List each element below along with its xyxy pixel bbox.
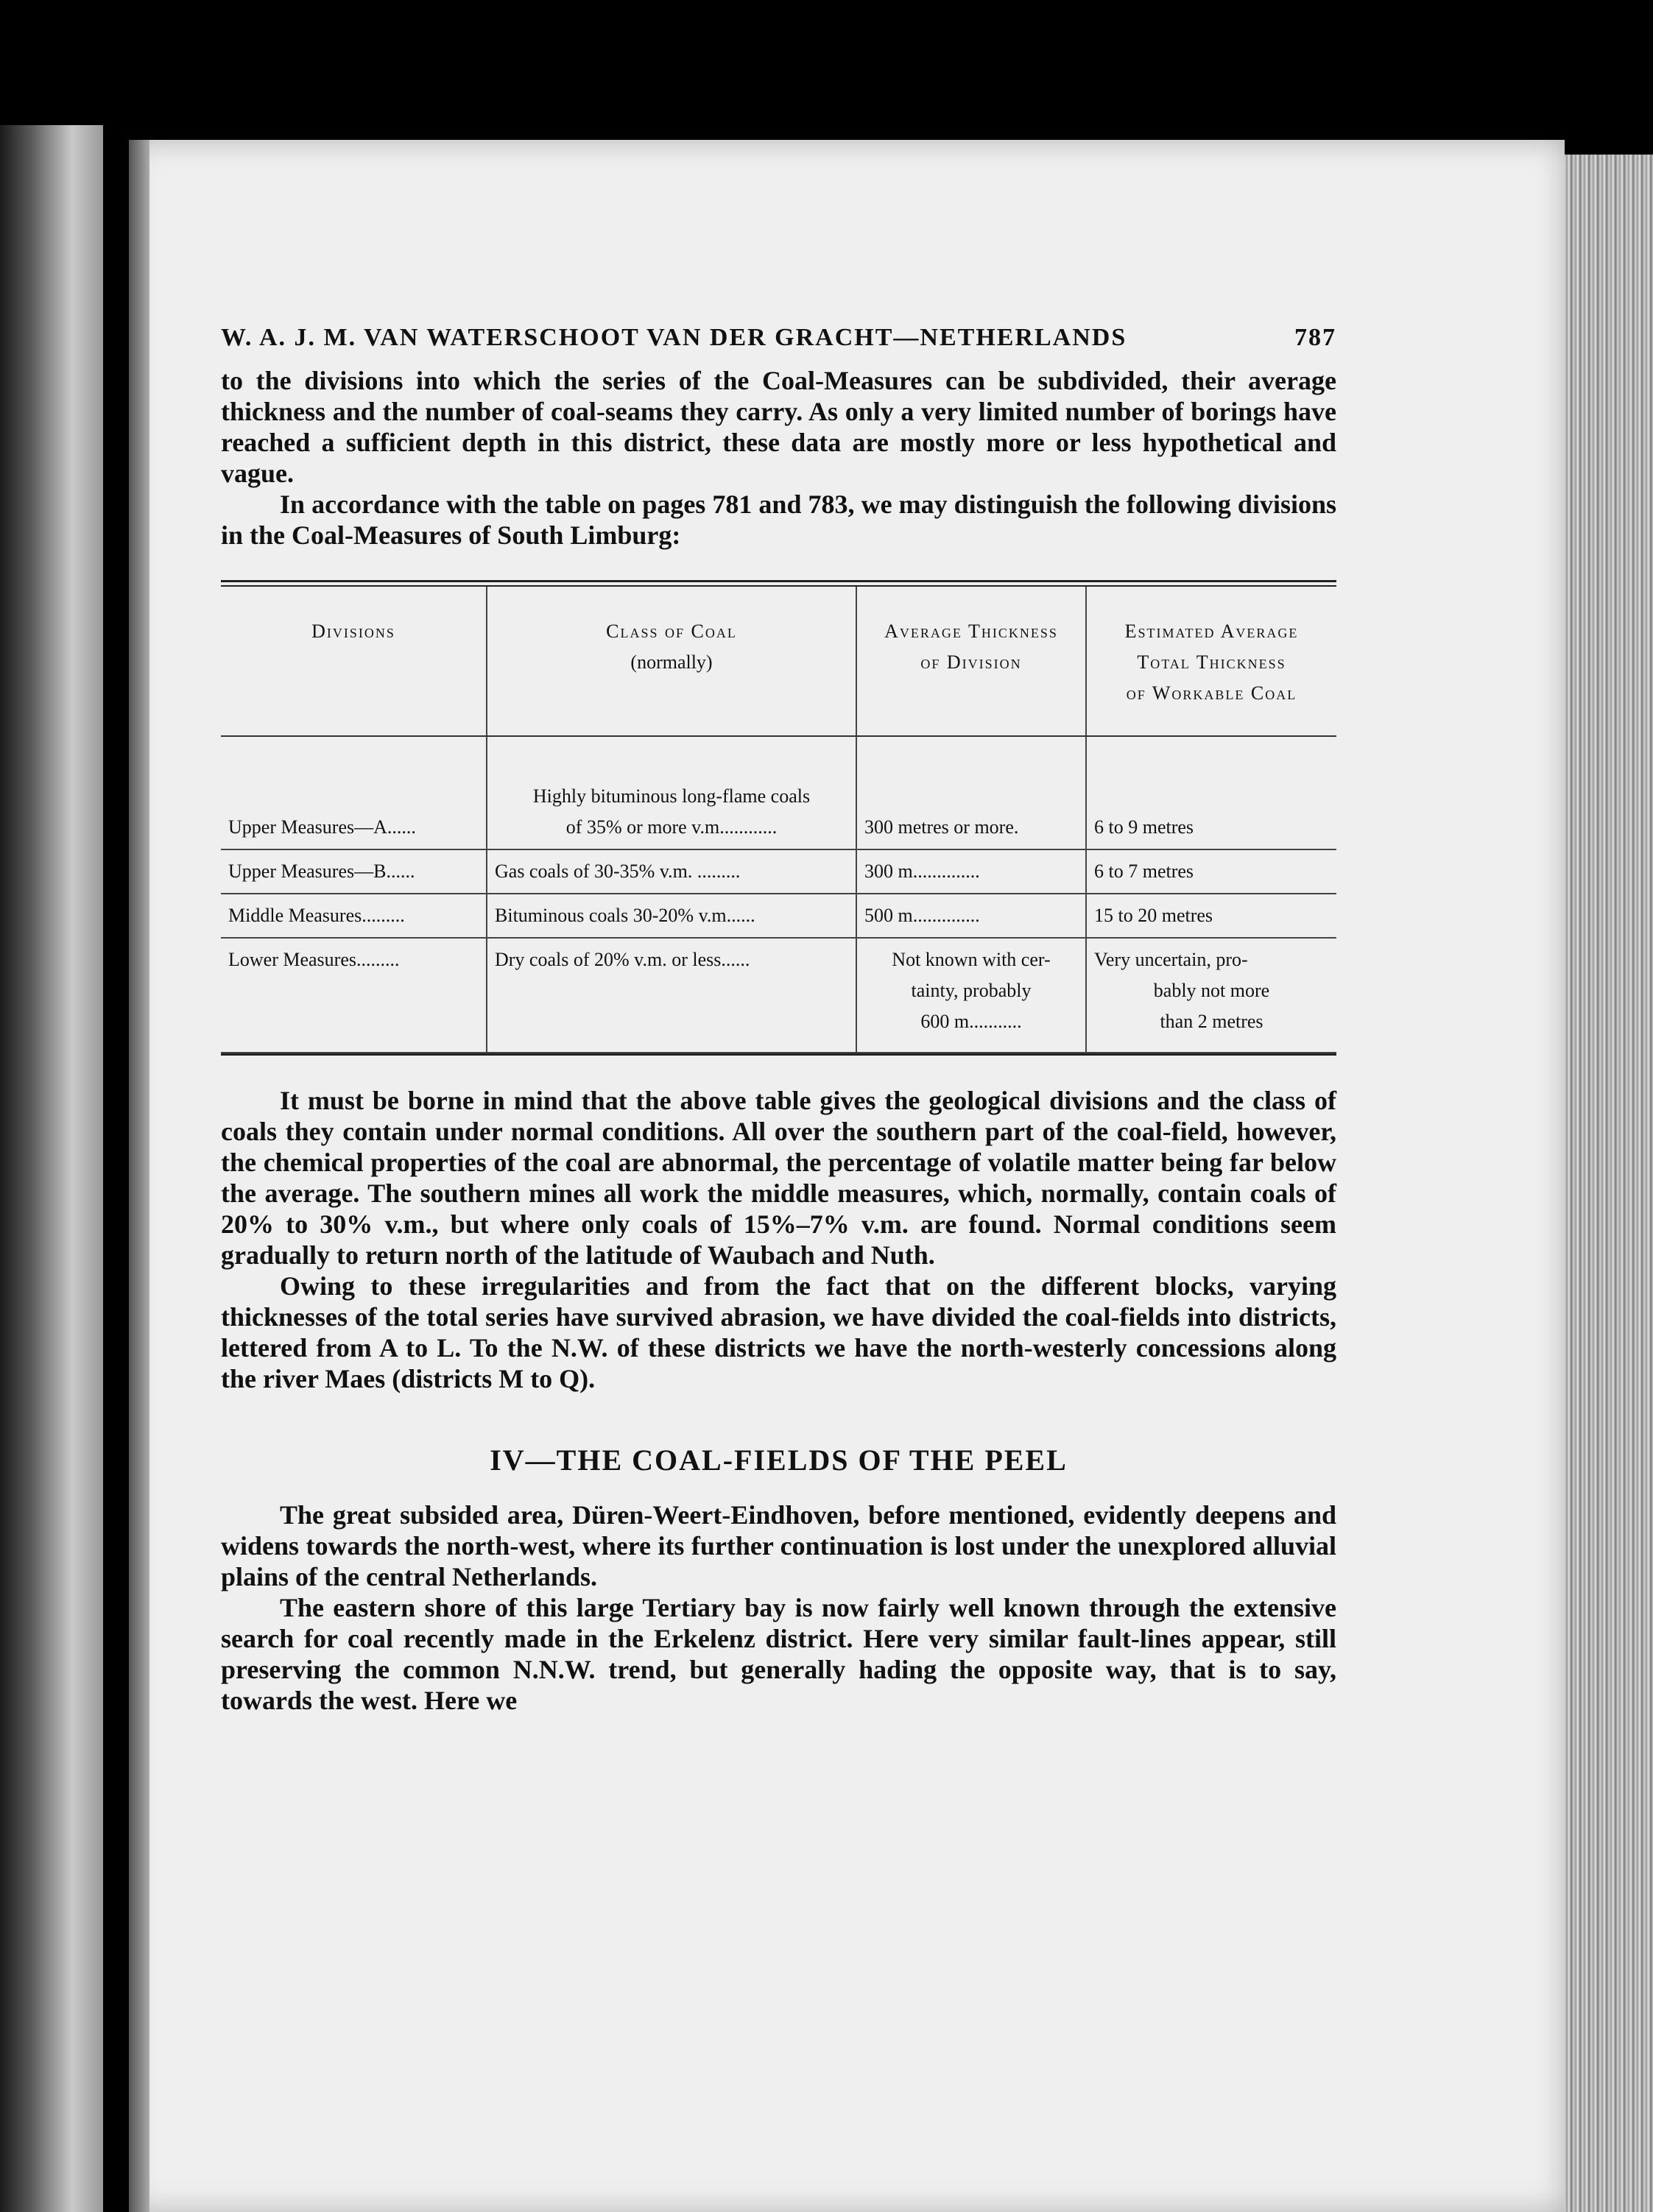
row-workable: 6 to 7 metres (1086, 849, 1336, 894)
right-page-stack (1565, 155, 1653, 2212)
row-workable: 15 to 20 metres (1086, 894, 1336, 938)
row-thickness: 500 m.............. (856, 894, 1086, 938)
page-gutter-shadow (129, 140, 149, 2212)
section-heading: IV—THE COAL-FIELDS OF THE PEEL (490, 1444, 1068, 1477)
row-workable: Very uncertain, pro- bably not more than 2 metres (1086, 938, 1336, 1053)
table-header-row (221, 587, 1336, 736)
divisions-table (221, 587, 1336, 1053)
intro-paragraph-2: In accordance with the table on pages 781 and 783, we may distinguish the following divisions in the Coal-Measures of South Limburg: (221, 490, 1336, 550)
row-division: Middle Measures......... (221, 894, 487, 938)
after-table-paragraph-2: Owing to these irregularities and from the fact that on the different blocks, varying thicknesses of the total series have survived abrasion, we have divided the coal-fields into districts, lettered from A to L. To the N.W. of these districts we have the north-westerly concessions along the river Maes (districts M to Q). (221, 1271, 1336, 1393)
running-head-title: W. A. J. M. VAN WATERSCHOOT VAN DER GRACHT—NETHERLANDS (221, 324, 1127, 351)
divisions-table-wrap (221, 580, 1336, 1056)
row-coal-class: Bituminous coals 30-20% v.m...... (487, 894, 856, 938)
row-coal-class: Gas coals of 30-35% v.m. ......... (487, 849, 856, 894)
section-paragraph-1: The great subsided area, Düren-Weert-Eindhoven, before mentioned, evidently deepens and widens towards the north-west, where its further continuation is lost under the unexplored alluvial plains of the central Netherlands. (221, 1500, 1336, 1591)
row-thickness: Not known with cer- tainty, probably 600 m........... (856, 938, 1086, 1053)
table-row (221, 894, 1336, 938)
row-coal-class: Highly bituminous long-flame coals of 35% or more v.m............ (487, 736, 856, 849)
table-row (221, 849, 1336, 894)
page-number: 787 (1294, 324, 1336, 351)
row-thickness: 300 metres or more. (856, 736, 1086, 849)
row-workable: 6 to 9 metres (1086, 736, 1336, 849)
left-page-edge (0, 125, 103, 2212)
running-head (221, 324, 1336, 352)
header-class-of-coal: Class of Coal (normally) (487, 587, 856, 736)
intro-paragraph-1: to the divisions into which the series of the Coal-Measures can be subdivided, their average thickness and the number of coal-seams they carry. As only a very limited number of borings have reached a sufficient depth in this district, these data are mostly more or less hypothetical and vague. (221, 366, 1336, 488)
after-table-paragraph-1: It must be borne in mind that the above table gives the geological divisions and the class of coals they contain under normal conditions. All over the southern part of the coal-field, however, the chemical properties of the coal are abnormal, the percentage of volatile matter being far below the average. The southern mines all work the middle measures, which, normally, contain coals of 20% to 30% v.m., but where only coals of 15%–7% v.m. are found. Normal conditions seem gradually to return north of the latitude of Waubach and Nuth. (221, 1086, 1336, 1270)
page-content (221, 324, 1336, 1716)
row-division: Lower Measures......... (221, 938, 487, 1053)
section-paragraph-2: The eastern shore of this large Tertiary bay is now fairly well known through the extensive search for coal recently made in the Erkelenz district. Here very similar fault-lines appear, still preserving the common N.N.W. trend, but generally hading the opposite way, that is to say, towards the west. Here we (221, 1593, 1336, 1715)
row-thickness: 300 m.............. (856, 849, 1086, 894)
row-coal-class: Dry coals of 20% v.m. or less...... (487, 938, 856, 1053)
header-divisions: Divisions (221, 587, 487, 736)
table-row (221, 736, 1336, 849)
row-division: Upper Measures—A...... (221, 736, 487, 849)
table-top-rule (221, 580, 1336, 587)
table-row (221, 938, 1336, 1053)
header-estimated-thickness: Estimated Average Total Thickness of Workable Coal (1086, 587, 1336, 736)
header-average-thickness: Average Thickness of Division (856, 587, 1086, 736)
row-division: Upper Measures—B...... (221, 849, 487, 894)
